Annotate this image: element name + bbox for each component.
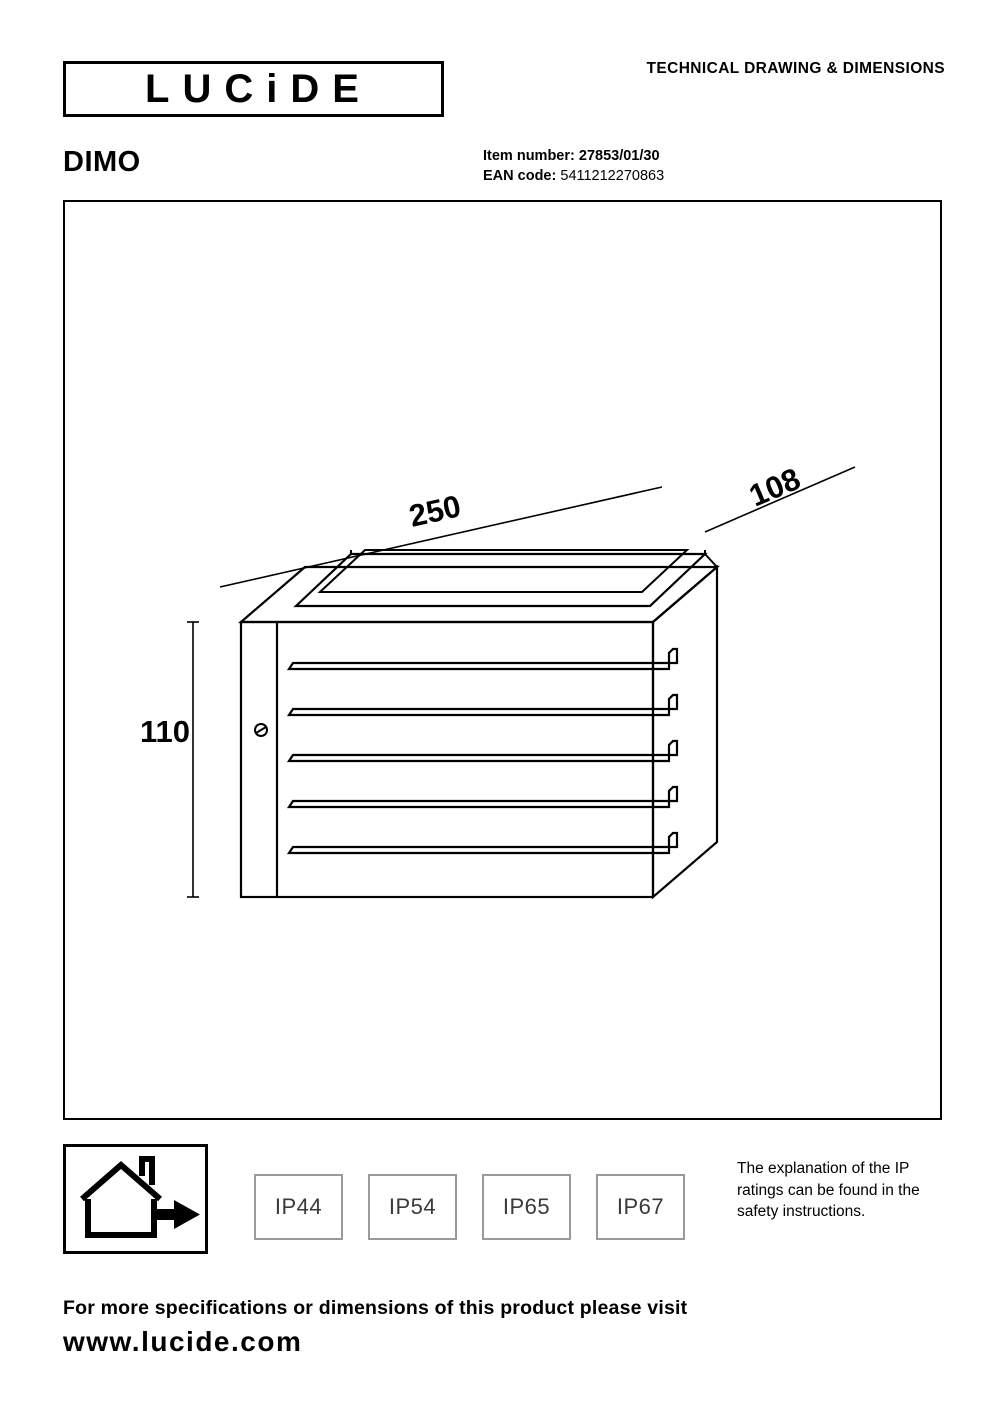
ean-code-separator: : — [551, 168, 557, 184]
product-name: DIMO — [63, 146, 141, 178]
dim-height-label: 110 — [140, 714, 191, 749]
ip-rating-ip67-label: IP67 — [616, 1194, 665, 1219]
technical-drawing-frame — [63, 200, 942, 1120]
footer-prompt: For more specifications or dimensions of this product please visit — [63, 1297, 688, 1319]
page-section-title: TECHNICAL DRAWING & DIMENSIONS — [646, 60, 945, 77]
ip-rating-ip54-label: IP54 — [388, 1194, 437, 1219]
ip-rating-ip65 — [482, 1174, 571, 1240]
dim-width-label: 250 — [405, 488, 465, 534]
ip-rating-ip65-label: IP65 — [502, 1194, 551, 1219]
ean-code-value: 5411212270863 — [560, 168, 665, 184]
fixture-louvre-slats — [289, 649, 677, 853]
fixture-top-recess-outer — [296, 554, 705, 606]
dim-depth-label: 108 — [744, 461, 806, 514]
brand-logo — [63, 61, 444, 117]
brand-logo-text: LUCiDE — [145, 67, 372, 111]
ean-code-label: EAN code — [483, 168, 552, 184]
product-technical-drawing — [65, 202, 944, 1122]
footer-website: www.lucide.com — [63, 1326, 303, 1357]
product-meta — [483, 146, 664, 186]
ip-rating-ip54 — [368, 1174, 457, 1240]
ean-code-row — [483, 166, 664, 186]
indoor-outdoor-house-icon — [66, 1147, 205, 1251]
item-number-value: 27853/01/30 — [578, 148, 660, 164]
outdoor-arrow-icon — [152, 1200, 200, 1229]
indoor-outdoor-house-box — [63, 1144, 208, 1254]
ip-rating-ip44 — [254, 1174, 343, 1240]
ip-rating-ip67 — [596, 1174, 685, 1240]
ip-rating-ip44-label: IP44 — [274, 1194, 323, 1219]
item-number-label: Item number: — [483, 148, 575, 164]
fixture-screw-detail — [255, 724, 267, 736]
item-number-row — [483, 146, 664, 166]
fixture-top-recess-inner — [320, 550, 687, 592]
ip-ratings-note: The explanation of the IP ratings can be found in the safety instructions. — [737, 1160, 920, 1220]
fixture-top-face — [241, 567, 717, 622]
